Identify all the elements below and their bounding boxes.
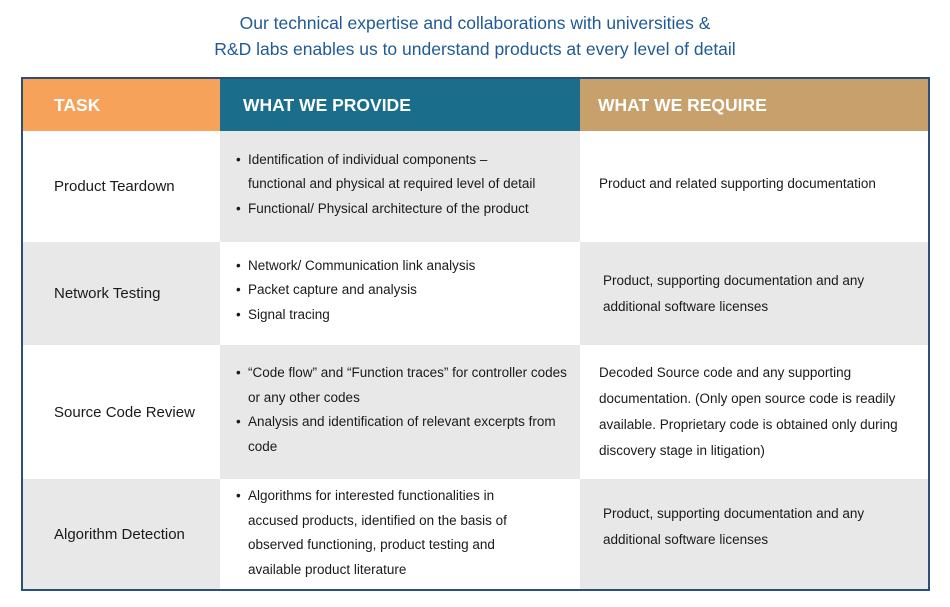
require-cell (580, 345, 928, 479)
require-cell (580, 131, 928, 242)
task-cell: Algorithm Detection (23, 479, 220, 589)
task-cell: Network Testing (23, 242, 220, 345)
provide-cell (220, 242, 580, 345)
provide-bullet: • Analysis and identification of relevant excerpts from code (220, 410, 580, 459)
provide-bullet: • Signal tracing (220, 303, 485, 328)
require-cell (580, 242, 928, 345)
require-cell (580, 479, 928, 589)
provide-bullet: • Network/ Communication link analysis (220, 254, 485, 279)
require-text: Product and related supporting documentation (599, 175, 876, 191)
provide-bullet: • Identification of individual components – functional and physical at required level of detail (220, 148, 548, 197)
provide-bullet: • Algorithms for interested functionalities in accused products, identified on the basis of observed functioning, product testing and available product literature (220, 484, 558, 582)
task-cell: Product Teardown (54, 178, 175, 195)
header-what-we-provide: WHAT WE PROVIDE (220, 79, 580, 131)
table-row (23, 131, 928, 242)
capabilities-table (21, 77, 930, 591)
provide-bullet: • Functional/ Physical architecture of the product (220, 197, 548, 222)
header-task: TASK (23, 79, 220, 131)
page-heading (0, 10, 950, 62)
provide-cell (220, 479, 580, 589)
heading-line-2: R&D labs enables us to understand products at every level of detail (214, 39, 736, 59)
provide-cell (220, 345, 580, 479)
require-text: Product, supporting documentation and any additional software licenses (603, 272, 865, 314)
provide-cell (220, 131, 580, 242)
require-text: Decoded Source code and any supporting documentation. (Only open source code is readily available. Proprietary code is obtained only during discovery stage in litigation) (599, 365, 898, 458)
task-cell: Source Code Review (54, 403, 195, 421)
table-row (23, 345, 928, 479)
table-row (23, 479, 928, 589)
heading-line-1: Our technical expertise and collaborations with universities & (239, 13, 711, 33)
require-text: Product, supporting documentation and any additional software licenses (603, 506, 865, 547)
provide-bullet: • Packet capture and analysis (220, 278, 485, 303)
header-what-we-require: WHAT WE REQUIRE (580, 79, 928, 131)
table-row (23, 242, 928, 345)
provide-bullet: • “Code flow” and “Function traces” for controller codes or any other codes (220, 361, 580, 410)
